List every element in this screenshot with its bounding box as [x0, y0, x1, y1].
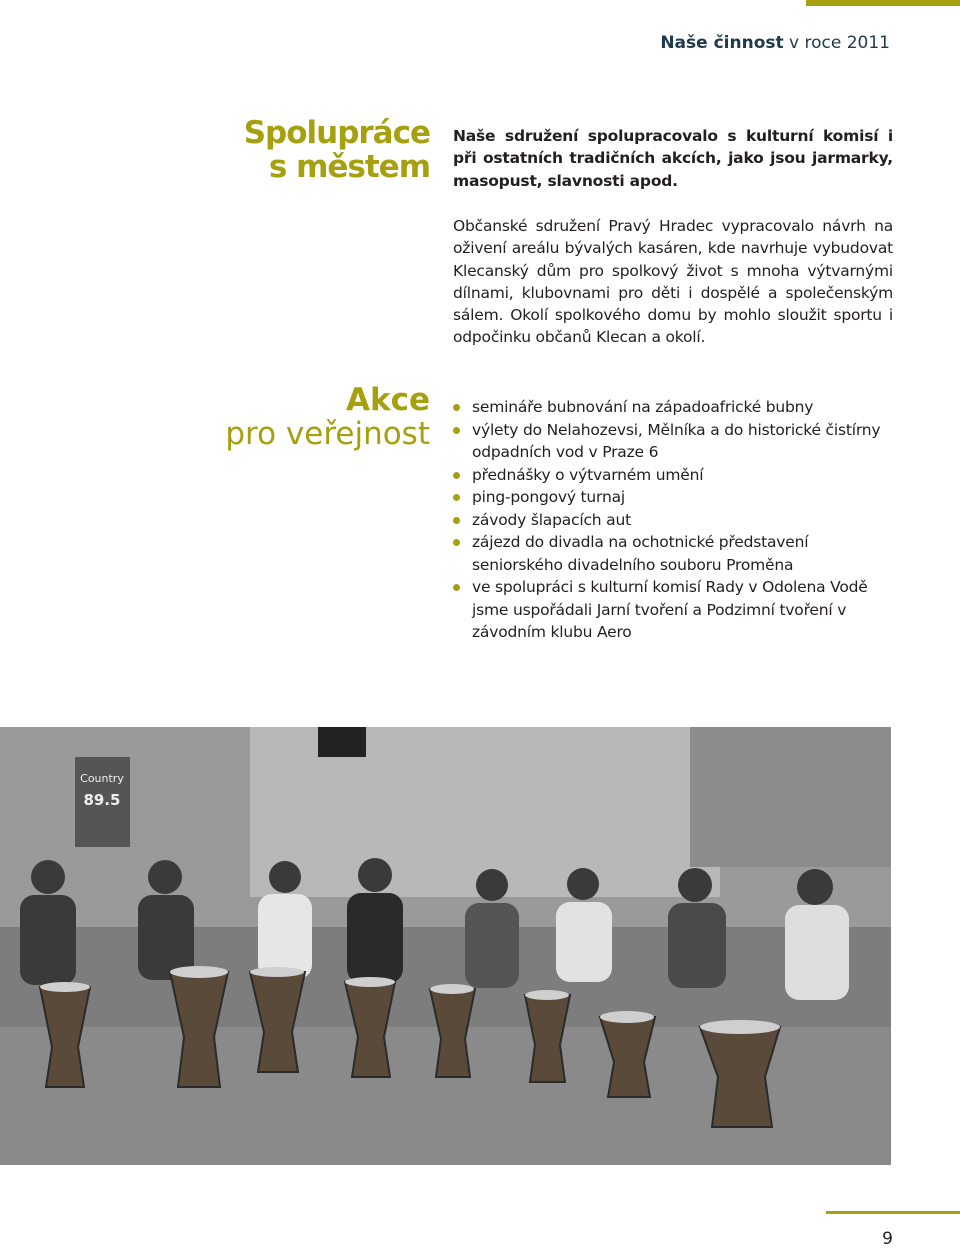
heading-line-2: s městem — [268, 149, 430, 185]
cooperation-intro: Naše sdružení spolupracovalo s kulturní komisí i při ostatních tradičních akcích, jako jsou jarmarky, masopust, slavnosti apod. — [453, 127, 893, 190]
bullet-icon — [453, 584, 460, 591]
list-item — [453, 486, 903, 509]
banner-text-2: 89.5 — [83, 791, 121, 809]
list-item-text: zájezd do divadla na ochotnické představení seniorského divadelního souboru Proměna — [472, 533, 809, 574]
list-item — [453, 509, 903, 532]
bullet-icon — [453, 427, 460, 434]
cooperation-paragraph: Občanské sdružení Pravý Hradec vypracovalo návrh na oživení areálu bývalých kasáren, kde navrhuje vybudovat Klecanský dům pro spolkový život s mnoha výtvarnými dílnami, klubovnami pro děti i dospělé a společenským sálem. Okolí spolkového domu by mohlo sloužit sportu i odpočinku občanů Klecan a okolí. — [453, 217, 893, 347]
bullet-icon — [453, 472, 460, 479]
heading-line-1: Spolupráce — [243, 115, 430, 151]
banner-text-1: Country — [80, 772, 124, 785]
list-item-text: ping-pongový turnaj — [472, 488, 625, 506]
bullet-icon — [453, 539, 460, 546]
page-header — [660, 33, 890, 53]
header-title-bold: Naše činnost — [660, 33, 784, 53]
bottom-accent-rule — [826, 1211, 960, 1214]
events-list — [453, 396, 903, 644]
drumming-workshop-photo — [0, 727, 891, 1165]
list-item — [453, 576, 903, 644]
list-item — [453, 419, 903, 464]
list-item-text: semináře bubnování na západoafrické bubny — [472, 398, 814, 416]
bullet-icon — [453, 517, 460, 524]
heading-line-2: pro veřejnost — [225, 416, 430, 452]
list-item — [453, 531, 903, 576]
bullet-icon — [453, 494, 460, 501]
header-title-rest: v roce 2011 — [783, 33, 890, 53]
list-item — [453, 464, 903, 487]
bullet-icon — [453, 404, 460, 411]
list-item-text: přednášky o výtvarném umění — [472, 465, 704, 484]
list-item-text: výlety do Nelahozevsi, Mělníka a do historické čistírny odpadních vod v Praze 6 — [472, 420, 881, 461]
list-item-text: ve spolupráci s kulturní komisí Rady v Odolena Vodě jsme uspořádali Jarní tvoření a Podzimní tvoření v závodním klubu Aero — [472, 578, 868, 641]
section-heading-cooperation — [244, 116, 430, 184]
heading-line-1: Akce — [345, 382, 430, 418]
list-item — [453, 396, 903, 419]
page-number: 9 — [882, 1229, 893, 1249]
top-accent-rule — [806, 0, 960, 6]
list-item-text: závody šlapacích aut — [472, 510, 631, 529]
section-heading-events — [225, 383, 430, 451]
